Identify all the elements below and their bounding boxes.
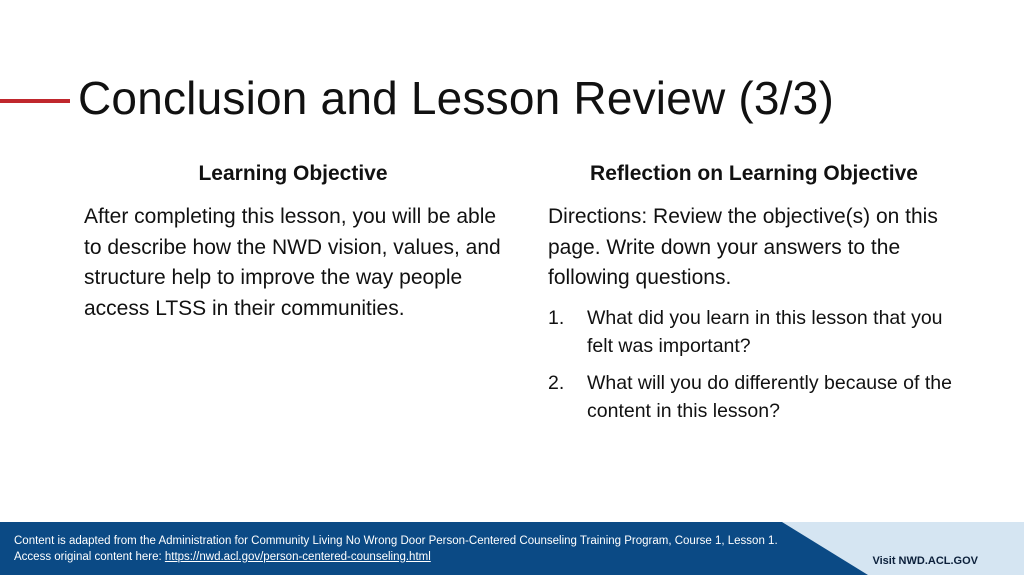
question-number: 1. bbox=[548, 306, 565, 329]
question-item bbox=[548, 369, 968, 426]
footer-line-2-prefix: Access original content here: bbox=[14, 550, 165, 563]
reflection-directions: Directions: Review the objective(s) on this page. Write down your answers to the following questions. bbox=[548, 205, 938, 289]
footer-line-2 bbox=[14, 550, 814, 566]
question-text: What did you learn in this lesson that you felt was important? bbox=[587, 306, 943, 357]
original-content-link[interactable]: https://nwd.acl.gov/person-centered-counseling.html bbox=[164, 550, 431, 563]
visit-site-label[interactable]: Visit NWD.ACL.GOV bbox=[872, 555, 978, 567]
footer-attribution bbox=[14, 534, 814, 565]
reflection-questions bbox=[548, 304, 968, 426]
learning-objective-heading: Learning Objective bbox=[198, 162, 388, 185]
reflection-column bbox=[548, 160, 968, 434]
reflection-heading: Reflection on Learning Objective bbox=[590, 162, 918, 185]
question-item bbox=[548, 304, 968, 361]
title-accent-line bbox=[0, 99, 70, 103]
footer-line-1: Content is adapted from the Administration for Community Living No Wrong Door Person-Centered Counseling Training Program, Course 1, Lesson 1. bbox=[14, 535, 778, 547]
learning-objective-column bbox=[84, 160, 504, 324]
question-number: 2. bbox=[548, 371, 565, 394]
page-title: Conclusion and Lesson Review (3/3) bbox=[78, 72, 834, 124]
learning-objective-text: After completing this lesson, you will be able to describe how the NWD vision, values, and structure help to improve the way people access LTSS in their communities. bbox=[84, 205, 501, 320]
question-text: What will you do differently because of the content in this lesson? bbox=[587, 371, 952, 422]
